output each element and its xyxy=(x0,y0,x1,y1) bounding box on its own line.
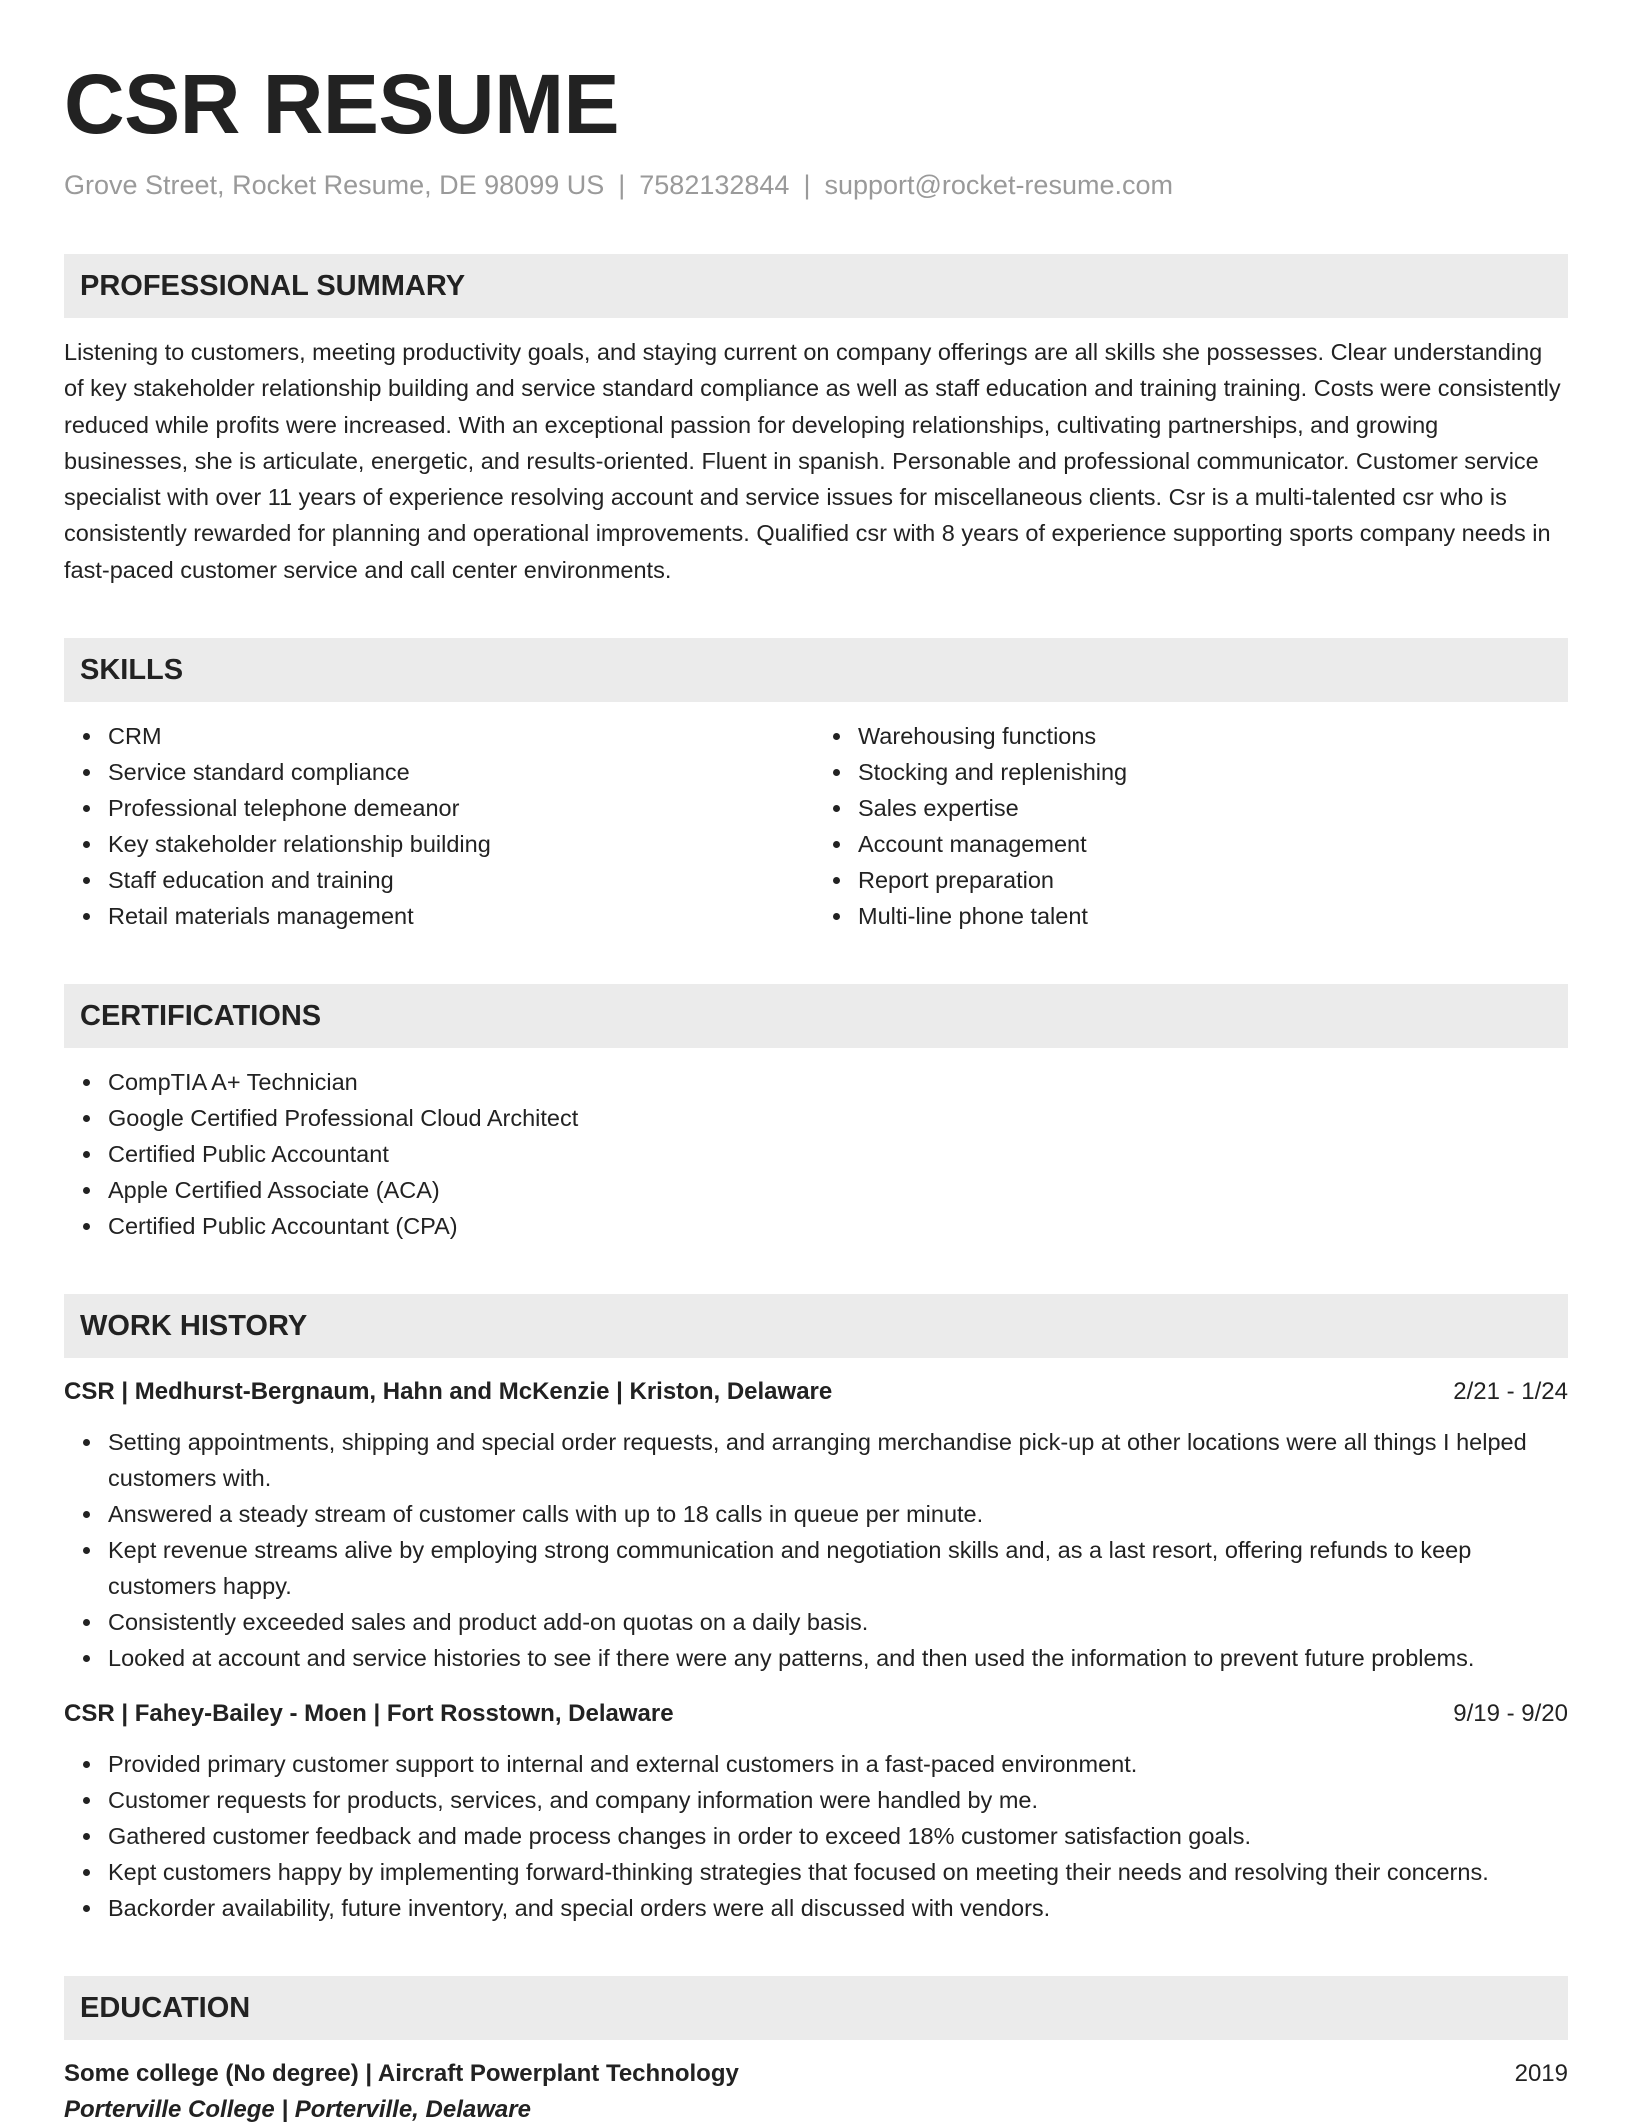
job-bullet: Gathered customer feedback and made process changes in order to exceed 18% customer satisfaction goals. xyxy=(108,1818,1568,1854)
skills-list xyxy=(64,718,1568,934)
certification-item: CompTIA A+ Technician xyxy=(108,1064,1568,1100)
job-bullet: Kept customers happy by implementing forward-thinking strategies that focused on meeting their needs and resolving their concerns. xyxy=(108,1854,1568,1890)
skill-item: Account management xyxy=(858,826,1568,862)
skill-item: Sales expertise xyxy=(858,790,1568,826)
certification-item: Certified Public Accountant (CPA) xyxy=(108,1208,1568,1244)
job-bullets xyxy=(64,1424,1568,1676)
job-bullet: Backorder availability, future inventory, and special orders were all discussed with vendors. xyxy=(108,1890,1568,1926)
job-title: CSR | Medhurst-Bergnaum, Hahn and McKenzie | Kriston, Delaware xyxy=(64,1378,833,1406)
job-bullet: Consistently exceeded sales and product add-on quotas on a daily basis. xyxy=(108,1604,1568,1640)
skill-item: Professional telephone demeanor xyxy=(108,790,818,826)
contact-separator: | xyxy=(803,170,811,200)
job-bullets xyxy=(64,1746,1568,1926)
certification-item: Google Certified Professional Cloud Architect xyxy=(108,1100,1568,1136)
job-bullet: Provided primary customer support to internal and external customers in a fast-paced environment. xyxy=(108,1746,1568,1782)
job-bullet: Setting appointments, shipping and special order requests, and arranging merchandise pick-up at other locations were all things I helped customers with. xyxy=(108,1424,1568,1496)
skill-item: Report preparation xyxy=(858,862,1568,898)
section-header-education: EDUCATION xyxy=(64,1976,1568,2040)
job-dates: 9/19 - 9/20 xyxy=(1453,1700,1568,1728)
contact-email: support@rocket-resume.com xyxy=(824,170,1173,200)
skill-item: Retail materials management xyxy=(108,898,818,934)
skill-item: Service standard compliance xyxy=(108,754,818,790)
job-dates: 2/21 - 1/24 xyxy=(1453,1378,1568,1406)
education-degree: Some college (No degree) | Aircraft Powerplant Technology xyxy=(64,2060,739,2088)
job-heading xyxy=(64,1374,1568,1410)
skills-column-left xyxy=(64,718,818,934)
skill-item: Staff education and training xyxy=(108,862,818,898)
certifications-list xyxy=(64,1064,1568,1244)
skills-column-right xyxy=(818,718,1568,934)
section-header-certifications: CERTIFICATIONS xyxy=(64,984,1568,1048)
education-year: 2019 xyxy=(1514,2060,1568,2088)
section-header-summary: PROFESSIONAL SUMMARY xyxy=(64,254,1568,318)
job-bullet: Kept revenue streams alive by employing strong communication and negotiation skills and, as a last resort, offering refunds to keep customers happy. xyxy=(108,1532,1568,1604)
certification-item: Certified Public Accountant xyxy=(108,1136,1568,1172)
contact-line xyxy=(64,168,1568,202)
skill-item: Multi-line phone talent xyxy=(858,898,1568,934)
summary-text: Listening to customers, meeting productivity goals, and staying current on company offerings are all skills she possesses. Clear understanding of key stakeholder relationship building and service standard compliance as well as staff education and training training. Costs were consistently reduced while profits were increased. With an exceptional passion for developing relationships, cultivating partnerships, and growing businesses, she is articulate, energetic, and results-oriented. Fluent in spanish. Personable and professional communicator. Customer service specialist with over 11 years of experience resolving account and service issues for miscellaneous clients. Csr is a multi-talented csr who is consistently rewarded for planning and operational improvements. Qualified csr with 8 years of experience supporting sports company needs in fast-paced customer service and call center environments. xyxy=(64,339,1561,583)
contact-address: Grove Street, Rocket Resume, DE 98099 US xyxy=(64,170,605,200)
job-bullet: Answered a steady stream of customer calls with up to 18 calls in queue per minute. xyxy=(108,1496,1568,1532)
education-heading xyxy=(64,2056,1568,2092)
job-bullet: Customer requests for products, services, and company information were handled by me. xyxy=(108,1782,1568,1818)
certification-item: Apple Certified Associate (ACA) xyxy=(108,1172,1568,1208)
job-bullet: Looked at account and service histories to see if there were any patterns, and then used the information to prevent future problems. xyxy=(108,1640,1568,1676)
skill-item: Key stakeholder relationship building xyxy=(108,826,818,862)
contact-separator: | xyxy=(618,170,626,200)
contact-phone: 7582132844 xyxy=(639,170,790,200)
job-title: CSR | Fahey-Bailey - Moen | Fort Rosstown, Delaware xyxy=(64,1700,674,1728)
section-header-work-history: WORK HISTORY xyxy=(64,1294,1568,1358)
skill-item: Stocking and replenishing xyxy=(858,754,1568,790)
skill-item: Warehousing functions xyxy=(858,718,1568,754)
skill-item: CRM xyxy=(108,718,818,754)
education-school: Porterville College | Porterville, Delaware xyxy=(64,2096,531,2124)
job-heading xyxy=(64,1696,1568,1732)
resume-title: CSR RESUME xyxy=(64,57,620,151)
section-header-skills: SKILLS xyxy=(64,638,1568,702)
